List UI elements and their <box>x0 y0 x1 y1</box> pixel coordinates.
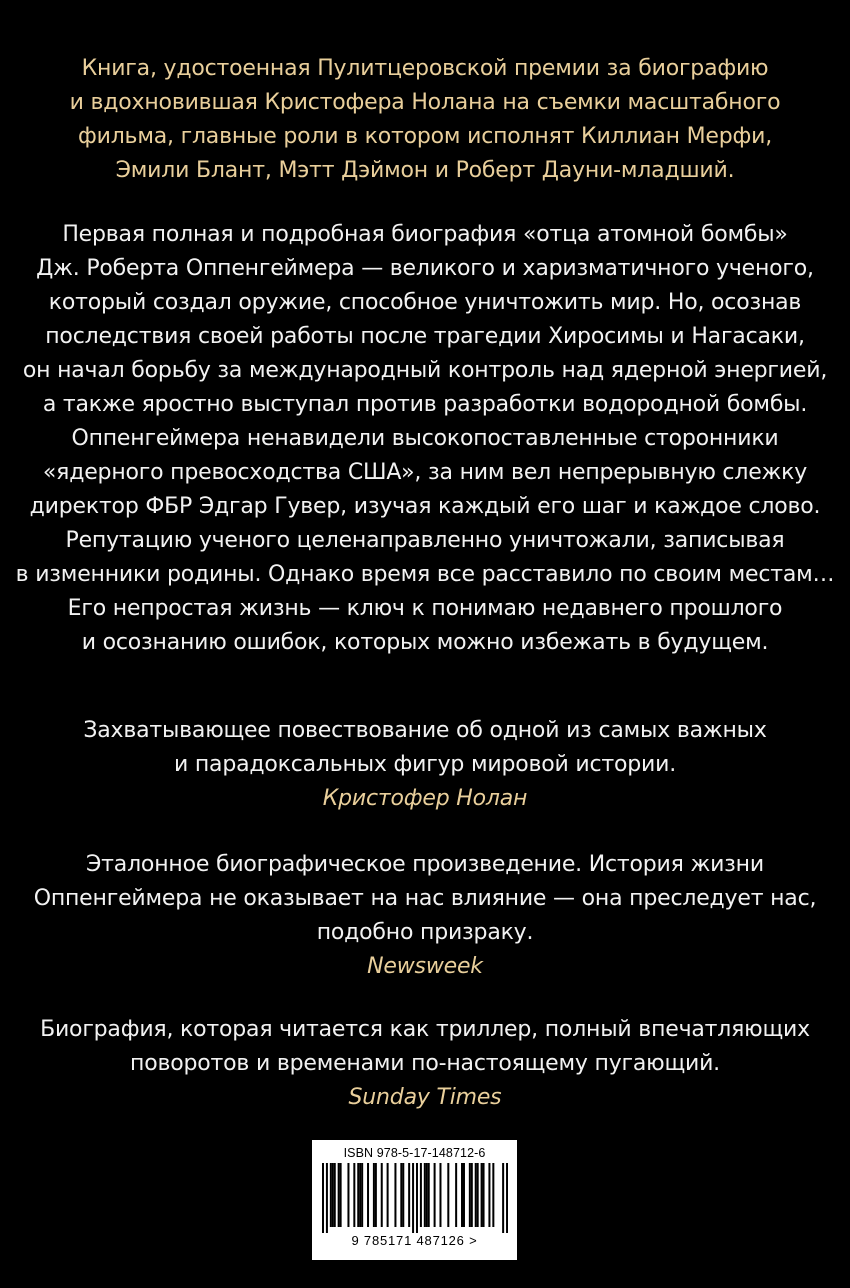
quote-line: Оппенгеймера не оказывает на нас влияние — она преследует нас, <box>33 886 817 911</box>
barcode-bar <box>347 1163 349 1227</box>
intro-line: Книга, удостоенная Пулитцеровской премии за биографию <box>81 56 769 81</box>
intro-line: Эмили Блант, Мэтт Дэймон и Роберт Дауни-младший. <box>115 158 735 183</box>
barcode-bar <box>427 1163 429 1227</box>
barcode-bar <box>425 1163 427 1227</box>
barcode-bar <box>408 1163 410 1227</box>
barcode-bar <box>402 1163 404 1227</box>
barcode-bar <box>337 1163 339 1227</box>
barcode-bar <box>462 1163 464 1227</box>
barcode-bar <box>357 1163 359 1227</box>
review-quote-sunday-times <box>0 1013 850 1115</box>
barcode-bar <box>359 1163 361 1227</box>
barcode-bar <box>386 1163 388 1227</box>
barcode-bar <box>419 1163 421 1227</box>
isbn-label: ISBN 978-5-17-148712-6 <box>343 1146 486 1160</box>
barcode-bar <box>325 1163 327 1233</box>
description-line: Первая полная и подробная биография «отца атомной бомбы» <box>62 222 788 247</box>
description-line: Дж. Роберта Оппенгеймера — великого и харизматичного ученого, <box>36 256 814 281</box>
description-line: он начал борьбу за международный контроль над ядерной энергией, <box>22 358 828 383</box>
barcode-bar <box>322 1163 324 1233</box>
barcode-bars <box>322 1163 508 1233</box>
quote-line: и парадоксальных фигур мировой истории. <box>173 752 677 777</box>
quote-author: Кристофер Нолан <box>322 786 528 811</box>
barcode-bar <box>367 1163 369 1227</box>
barcode-bar <box>361 1163 363 1227</box>
barcode-bar <box>380 1163 382 1227</box>
quote-line: Захватывающее повествование об одной из самых важных <box>83 718 767 743</box>
barcode-bar <box>415 1163 417 1233</box>
description-line: в изменники родины. Однако время все расставило по своим местам… <box>15 562 835 587</box>
description-line: и осознанию ошибок, которых можно избежать в будущем. <box>81 630 769 655</box>
isbn-digits: 9 785171 487126 > <box>351 1233 478 1248</box>
barcode-bar <box>492 1163 494 1227</box>
description-line: Его непростая жизнь — ключ к понимаю недавнего прошлого <box>67 596 783 621</box>
description-line: а также яростно выступал против разработки водородной бомбы. <box>42 392 808 417</box>
barcode-bar <box>455 1163 457 1227</box>
barcode-bar <box>339 1163 341 1227</box>
description-line: директор ФБР Эдгар Гувер, изучая каждый его шаг и каждое слово. <box>29 494 821 519</box>
barcode-bar <box>476 1163 478 1227</box>
barcode-bar <box>412 1163 414 1233</box>
review-quote-newsweek <box>0 848 850 984</box>
barcode-bar <box>331 1163 333 1227</box>
barcode-bar <box>333 1163 335 1227</box>
barcode-bar <box>433 1163 435 1227</box>
barcode-bar <box>400 1163 402 1227</box>
barcode-bar <box>423 1163 425 1227</box>
intro-line: фильма, главные роли в котором исполнят Киллиан Мерфи, <box>77 124 773 149</box>
barcode-bar <box>374 1163 376 1227</box>
quote-line: поворотов и временами по-настоящему пугающий. <box>130 1051 720 1076</box>
barcode-bar <box>353 1163 355 1227</box>
barcode-bar <box>470 1163 472 1227</box>
quote-line: подобно призраку. <box>316 920 534 945</box>
description-line: последствия своей работы после трагедии Хиросимы и Нагасаки, <box>45 324 805 349</box>
description-line: Репутацию ученого целенаправленно уничтожали, записывая <box>65 528 785 553</box>
barcode-bar <box>502 1163 504 1233</box>
barcode-bar <box>447 1163 449 1227</box>
barcode-bar <box>468 1163 470 1227</box>
barcode-bar <box>482 1163 484 1227</box>
description-paragraph <box>0 218 850 660</box>
barcode-bar <box>372 1163 374 1227</box>
intro-paragraph <box>0 52 850 188</box>
barcode-bar <box>329 1163 331 1227</box>
barcode-bar <box>488 1163 490 1227</box>
quote-author: Newsweek <box>367 954 483 979</box>
barcode-bar <box>394 1163 396 1227</box>
barcode-bar <box>480 1163 482 1227</box>
barcode-bar <box>439 1163 441 1227</box>
quote-line: Биография, которая читается как триллер, полный впечатляющих <box>40 1017 810 1042</box>
description-line: Оппенгеймера ненавидели высокопоставленные сторонники <box>71 426 779 451</box>
isbn-barcode <box>312 1140 517 1260</box>
description-line: который создал оружие, способное уничтожить мир. Но, осознав <box>48 290 802 315</box>
barcode-bar <box>461 1163 463 1227</box>
quote-line: Эталонное биографическое произведение. История жизни <box>86 852 764 877</box>
quote-author: Sunday Times <box>348 1085 502 1110</box>
intro-line: и вдохновившая Кристофера Нолана на съемки масштабного <box>69 90 781 115</box>
description-line: «ядерного превосходства США», за ним вел непрерывную слежку <box>42 460 808 485</box>
barcode-bar <box>506 1163 508 1233</box>
review-quote-nolan <box>0 714 850 816</box>
barcode-bar <box>474 1163 476 1227</box>
